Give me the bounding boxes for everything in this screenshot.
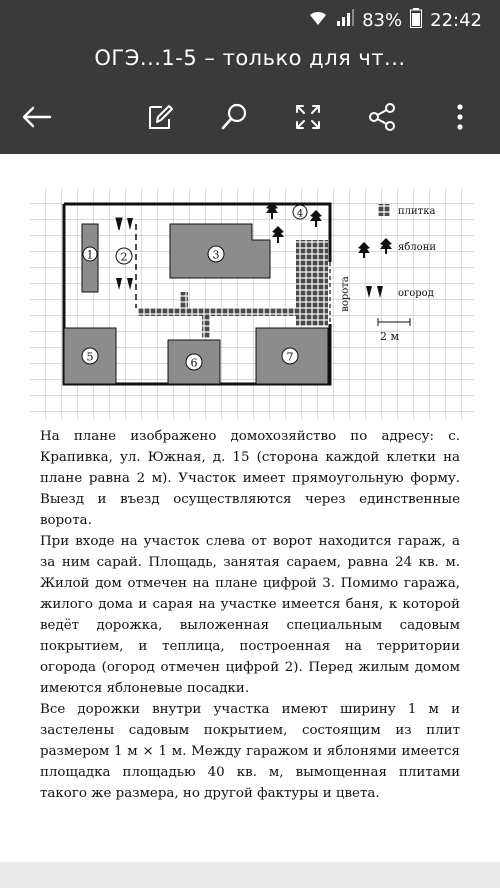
toolbar <box>0 84 500 154</box>
share-button[interactable] <box>362 99 402 139</box>
clock: 22:42 <box>430 10 482 31</box>
fullscreen-icon <box>294 103 322 135</box>
search-button[interactable] <box>214 99 254 139</box>
paragraph-1: На плане изображено домохозяйство по адресу: с. Крапивка, ул. Южная, д. 15 (сторона каждой клетки на плане равна 2 м). Участок имеет прямоугольную форму. Выезд и въезд осуществляются через единственные ворота. <box>40 429 460 528</box>
problem-text <box>40 426 460 804</box>
label-6: 6 <box>190 356 198 370</box>
document-page[interactable] <box>0 154 500 888</box>
search-icon <box>219 102 249 136</box>
legend-tile-label: плитка <box>398 206 436 217</box>
title-bar <box>0 38 500 84</box>
status-bar <box>0 0 500 38</box>
fullscreen-button[interactable] <box>288 99 328 139</box>
more-menu-button[interactable] <box>440 99 480 139</box>
legend-tile-swatch <box>378 204 390 216</box>
label-7: 7 <box>286 350 294 364</box>
back-arrow-icon <box>20 105 52 133</box>
wifi-icon <box>308 9 328 32</box>
label-5: 5 <box>86 350 94 364</box>
document-title: ОГЭ...1-5 – только для чт... <box>94 46 406 70</box>
scale-label: 2 м <box>380 330 400 343</box>
share-icon <box>367 102 397 136</box>
label-2: 2 <box>120 250 128 264</box>
more-vertical-icon <box>455 102 465 136</box>
gate-label: ворота <box>340 276 351 312</box>
site-plan-figure <box>30 188 474 420</box>
paragraph-2: При входе на участок слева от ворот находится гараж, а за ним сарай. Площадь, занятая сараем, равна 24 кв. м. Жилой дом отмечен на плане цифрой 3. Помимо гаража, жилого дома и сарая на участке имеется баня, к которой ведёт дорожка, выложенная специальным садовым покрытием, и теплица, построенная на территории огорода (огород отмечен цифрой 2). Перед жилым домом имеются яблоневые посадки. <box>40 534 460 696</box>
label-4: 4 <box>296 208 304 220</box>
label-3: 3 <box>212 248 220 262</box>
battery-level: 83% <box>362 10 403 31</box>
battery-icon <box>410 8 422 33</box>
tile-area <box>296 240 328 326</box>
edit-button[interactable] <box>140 99 180 139</box>
paragraph-3: Все дорожки внутри участка имеют ширину 1 м и застелены садовым покрытием, состоящим из плит размером 1 м × 1 м. Между гаражом и яблонями имеется площадка площадью 40 кв. м, вымощенная плитами такого же размера, но другой фактуры и цвета. <box>40 702 460 801</box>
label-1: 1 <box>86 248 94 262</box>
edit-icon <box>145 102 175 136</box>
legend-apple-label: яблони <box>398 242 437 253</box>
legend-garden-label: огород <box>398 288 434 299</box>
signal-icon <box>336 9 354 32</box>
back-button[interactable] <box>16 99 56 139</box>
bottom-strip <box>0 862 500 888</box>
